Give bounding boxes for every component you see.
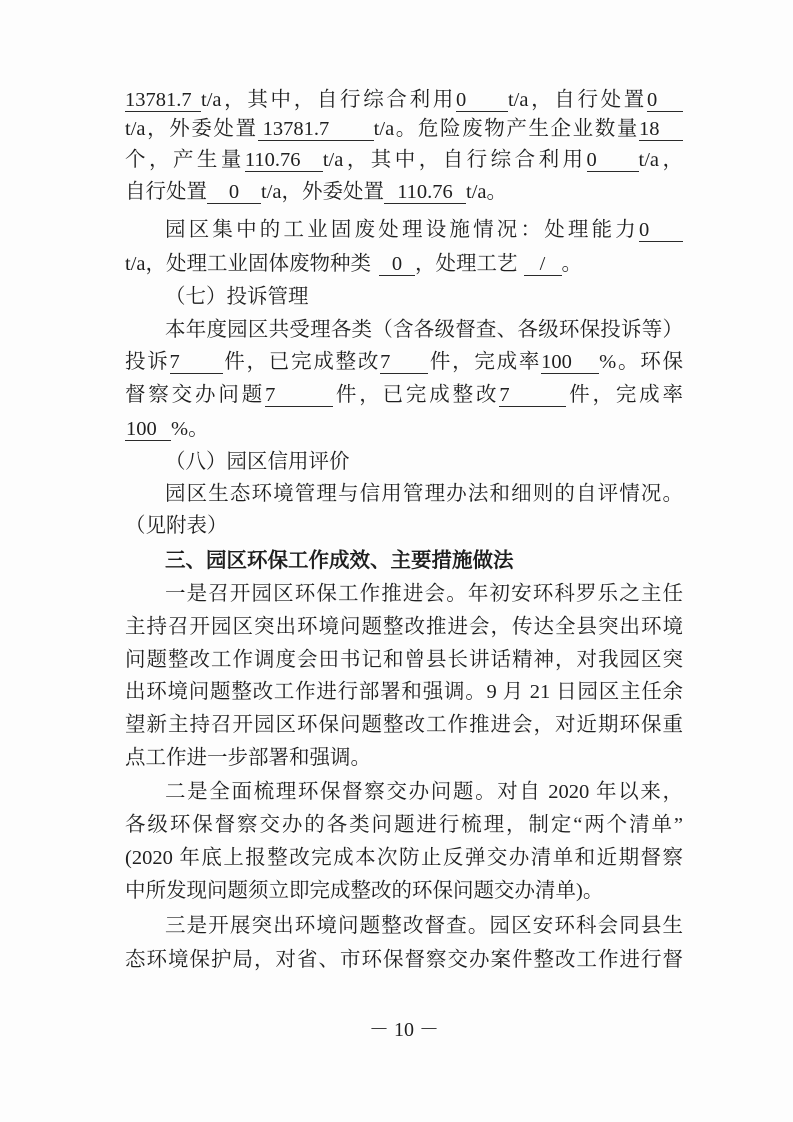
body-line [125, 875, 683, 907]
underlined-value: 0 [379, 253, 415, 276]
underlined-value: 100 [541, 351, 599, 374]
body-line [125, 248, 683, 280]
underlined-value: 7 [170, 351, 223, 374]
line-text: 件，完成率 [566, 384, 684, 406]
body-line [125, 144, 683, 176]
body-line [125, 944, 683, 976]
body-line [125, 176, 683, 208]
line-text: 中所发现问题须立即完成整改的环保问题交办清单)。 [125, 880, 604, 902]
line-text: t/a，其中，自行综合利用 [201, 89, 456, 111]
underlined-value: 0 [587, 149, 639, 172]
chapter-heading [125, 545, 683, 577]
body-line [125, 742, 683, 774]
line-text: (2020 年底上报整改完成本次防止反弹交办清单和近期督察 [125, 847, 683, 869]
heading-text: （八）园区信用评价 [165, 451, 350, 473]
line-text: 。 [561, 253, 582, 275]
underlined-value: 100 [125, 418, 171, 441]
line-text: t/a，外委处置 [261, 181, 384, 203]
body-line [125, 578, 683, 610]
line-text: 点工作进一步部署和强调。 [125, 747, 371, 769]
line-text: 一是召开园区环保工作推进会。年初安环科罗乐之主任 [165, 583, 683, 605]
line-text: 件，完成率 [428, 351, 542, 373]
body-line [125, 842, 683, 874]
line-text: %。 [171, 418, 209, 440]
underlined-value: 18 [639, 118, 683, 141]
line-text: 个，产生量 [125, 149, 245, 171]
line-text: 主持召开园区突出环境问题整改推进会，传达全县突出环境 [125, 616, 683, 638]
line-text: ，处理工艺 [415, 253, 518, 275]
line-text: t/a，外委处置 [125, 118, 258, 140]
line-text: t/a。危险废物产生企业数量 [373, 118, 639, 140]
line-text: 督察交办问题 [125, 384, 266, 406]
line-text: 件，已完成整改 [333, 384, 500, 406]
heading-text: （七）投诉管理 [165, 286, 309, 308]
body-line [125, 676, 683, 708]
line-text: 态环境保护局，对省、市环保督察交办案件整改工作进行督 [125, 949, 683, 971]
line-text: t/a，自行处置 [507, 89, 647, 111]
body-line [125, 709, 683, 741]
underlined-value: 0 [647, 89, 683, 112]
underlined-value: 7 [380, 351, 428, 374]
body-line [125, 413, 683, 445]
underlined-value: 110.76 [384, 181, 466, 204]
underlined-value: 110.76 [245, 149, 323, 172]
line-text: t/a，其中，自行综合利用 [322, 149, 587, 171]
line-text: 问题整改工作调度会田书记和曾县长讲话精神，对我园区突 [125, 649, 683, 671]
body-line [125, 809, 683, 841]
line-text: 投诉 [125, 351, 170, 373]
body-line [125, 379, 683, 411]
body-line [125, 214, 683, 246]
line-text: 各级环保督察交办的各类问题进行梳理，制定“两个清单” [125, 814, 683, 836]
underlined-value: / [524, 253, 562, 276]
body-line [125, 478, 683, 510]
line-text: t/a，处理工业固体废物种类 [125, 253, 371, 275]
line-text: t/a。 [466, 181, 507, 203]
body-line [125, 314, 683, 346]
body-line [125, 113, 683, 145]
underlined-value: 7 [499, 384, 566, 407]
heading-text: 三、园区环保工作成效、主要措施做法 [165, 550, 514, 572]
section-heading [125, 281, 683, 313]
line-text: 本年度园区共受理各类（含各级督查、各级环保投诉等） [165, 319, 683, 341]
body-line [125, 84, 683, 116]
underlined-value: 7 [265, 384, 333, 407]
body-line [125, 644, 683, 676]
line-text: 三是开展突出环境问题整改督查。园区安环科会同县生 [165, 915, 683, 937]
page-number: － 10 － [369, 1019, 439, 1041]
line-text: 园区集中的工业固废处理设施情况：处理能力 [165, 219, 639, 241]
underlined-value: 13781.7 [125, 89, 201, 112]
body-line [125, 910, 683, 942]
underlined-value: 0 [639, 219, 683, 242]
line-text: 自行处置 [125, 181, 207, 203]
body-line [125, 611, 683, 643]
line-text: t/a， [638, 149, 683, 171]
line-text: 件，已完成整改 [222, 351, 381, 373]
section-heading [125, 446, 683, 478]
line-text: 出环境问题整改工作进行部署和强调。9 月 21 日园区主任余 [125, 681, 683, 703]
line-text: 园区生态环境管理与信用管理办法和细则的自评情况。 [165, 483, 683, 505]
line-text: （见附表） [125, 515, 228, 537]
underlined-value: 0 [456, 89, 508, 112]
body-line [125, 346, 683, 378]
line-text: 望新主持召开园区环保问题整改工作推进会，对近期环保重 [125, 714, 683, 736]
underlined-value: 13781.7 [258, 118, 374, 141]
body-line [125, 510, 683, 542]
line-text: %。环保 [599, 351, 684, 373]
body-line [125, 776, 683, 808]
line-text: 二是全面梳理环保督察交办问题。对自 2020 年以来， [165, 781, 683, 803]
underlined-value: 0 [207, 181, 261, 204]
